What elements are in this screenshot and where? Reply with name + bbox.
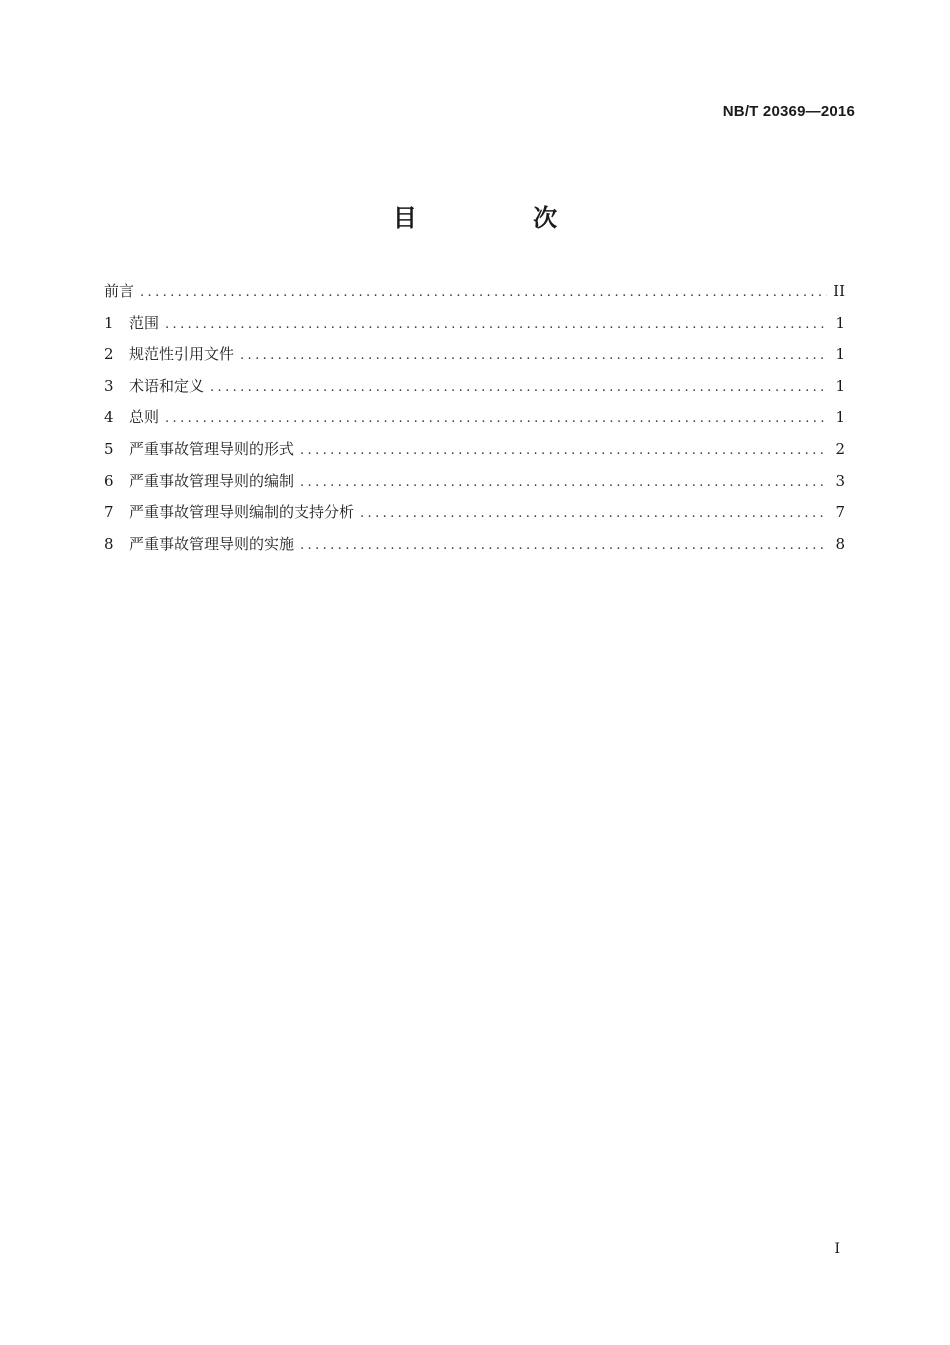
toc-entry-label: 规范性引用文件: [129, 345, 235, 364]
toc-entry-page: 1: [835, 345, 845, 364]
toc-entry-number: 6: [104, 471, 114, 490]
toc-entry-page: 3: [835, 471, 845, 490]
toc-entry-7[interactable]: [104, 497, 845, 529]
toc-entry-number: 1: [104, 313, 114, 332]
toc-entry-page: 1: [835, 408, 845, 427]
toc-dot-leader: [240, 340, 827, 372]
toc-entry-label: 术语和定义: [129, 376, 205, 395]
toc-dot-leader: [300, 467, 827, 499]
toc-entry-page: 7: [835, 503, 845, 522]
toc-dot-leader: [165, 403, 827, 435]
toc-entry-label: 范围: [129, 313, 160, 332]
toc-entry-3[interactable]: [104, 371, 845, 403]
toc-entry-label: 严重事故管理导则编制的支持分析: [129, 503, 355, 522]
toc-entry-page: 2: [835, 439, 845, 458]
toc-entry-number: 7: [104, 503, 114, 522]
toc-entry-number: 4: [104, 408, 114, 427]
toc-dot-leader: [165, 309, 827, 341]
toc-entry-4[interactable]: [104, 402, 845, 434]
toc-dot-leader: [360, 498, 827, 530]
toc-title: 目 次: [392, 204, 612, 232]
toc-entry-number: 2: [104, 345, 114, 364]
table-of-contents: [104, 276, 845, 560]
toc-entry-label: 严重事故管理导则的实施: [129, 534, 295, 553]
toc-entry-label: 严重事故管理导则的编制: [129, 471, 295, 490]
toc-entry-number: 8: [104, 534, 114, 553]
page-number: I: [834, 1241, 840, 1257]
toc-entry-label: 总则: [129, 408, 160, 427]
toc-entry-label: 前言: [104, 282, 135, 300]
toc-entry-1[interactable]: [104, 308, 845, 340]
toc-entry-number: 5: [104, 439, 114, 458]
toc-entry-5[interactable]: [104, 434, 845, 466]
toc-dot-leader: [210, 372, 827, 404]
toc-entry-label: 严重事故管理导则的形式: [129, 439, 295, 458]
toc-entry-2[interactable]: [104, 339, 845, 371]
toc-entry-6[interactable]: [104, 466, 845, 498]
toc-dot-leader: [300, 435, 827, 467]
document-code: NB/T 20369—2016: [722, 103, 855, 120]
toc-entry-number: 3: [104, 376, 114, 395]
toc-entry-foreword[interactable]: [104, 276, 845, 308]
toc-entry-page: 1: [835, 376, 845, 395]
toc-dot-leader: [140, 277, 827, 309]
toc-entry-page: 8: [835, 534, 845, 553]
toc-dot-leader: [300, 530, 827, 562]
toc-entry-8[interactable]: [104, 529, 845, 561]
toc-entry-page: II: [833, 282, 845, 300]
toc-entry-page: 1: [835, 313, 845, 332]
